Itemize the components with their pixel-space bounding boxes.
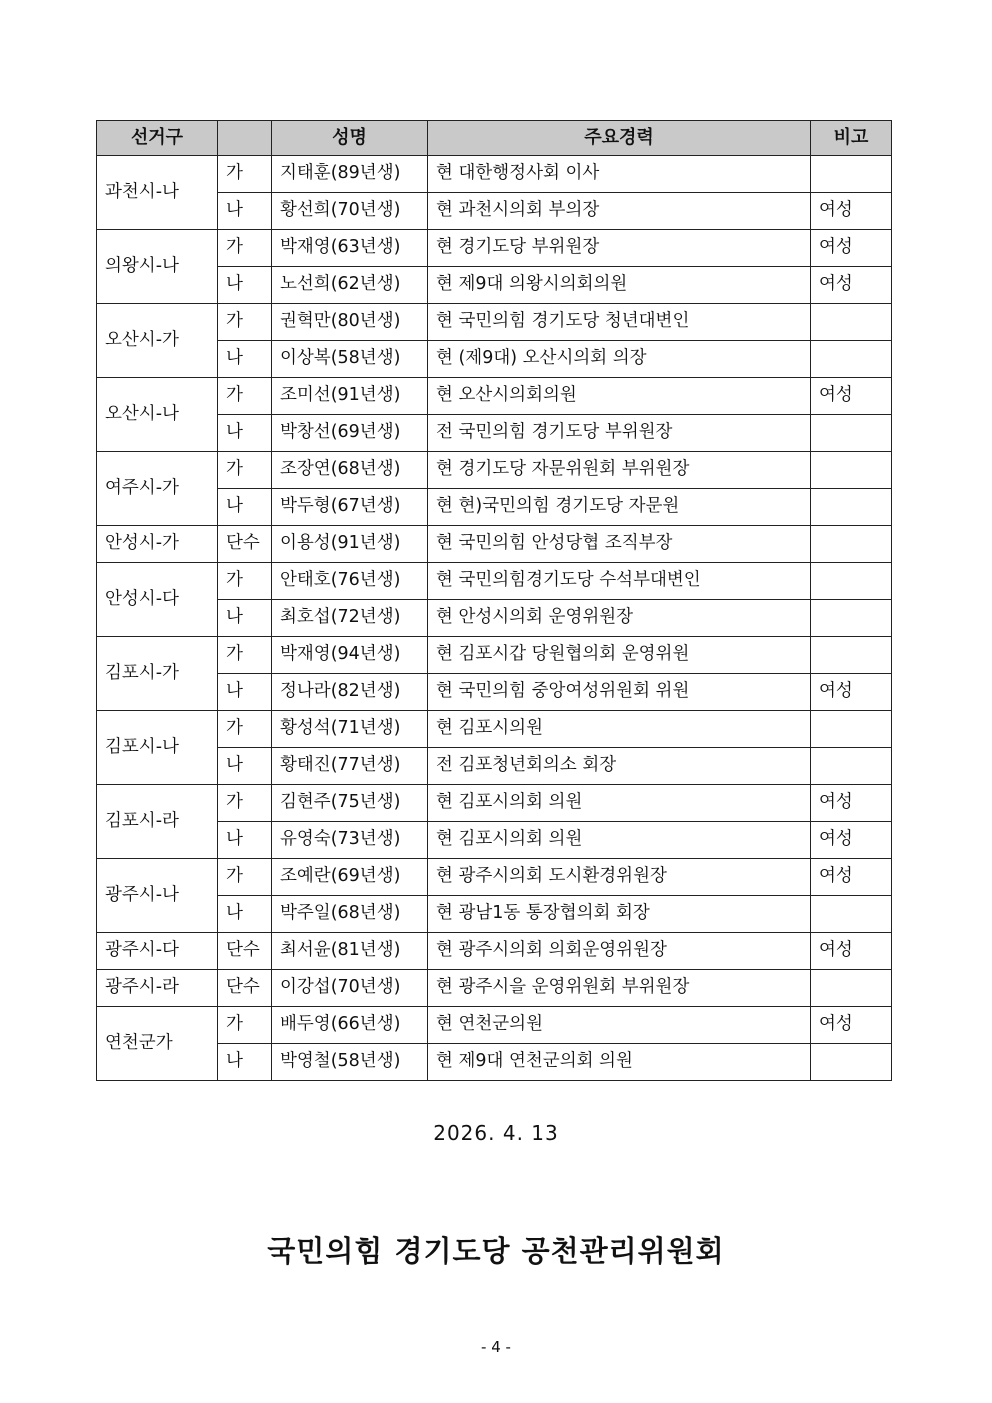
organization-name: 국민의힘 경기도당 공천관리위원회 (267, 1234, 725, 1268)
table-header-row (97, 121, 892, 156)
sub-cell: 가 (218, 156, 272, 193)
sub-cell: 나 (218, 267, 272, 304)
name-cell: 최서윤(81년생) (272, 933, 428, 970)
remark-cell (811, 1044, 892, 1081)
sub-cell: 나 (218, 193, 272, 230)
career-cell: 현 국민의힘 중앙여성위원회 위원 (428, 674, 811, 711)
sub-cell: 나 (218, 896, 272, 933)
name-cell: 정나라(82년생) (272, 674, 428, 711)
sub-cell: 나 (218, 1044, 272, 1081)
career-cell: 현 (제9대) 오산시의회 의장 (428, 341, 811, 378)
table-row (97, 970, 892, 1007)
career-cell: 현 현)국민의힘 경기도당 자문원 (428, 489, 811, 526)
table-row (97, 859, 892, 896)
remark-cell (811, 711, 892, 748)
remark-cell: 여성 (811, 378, 892, 415)
name-cell: 조예란(69년생) (272, 859, 428, 896)
sub-cell: 가 (218, 859, 272, 896)
table-row (97, 156, 892, 193)
header-sub (218, 121, 272, 156)
sub-cell: 나 (218, 748, 272, 785)
name-cell: 박두형(67년생) (272, 489, 428, 526)
career-cell: 전 김포청년회의소 회장 (428, 748, 811, 785)
sub-cell: 가 (218, 785, 272, 822)
remark-cell: 여성 (811, 193, 892, 230)
career-cell: 현 연천군의원 (428, 1007, 811, 1044)
document-date: 2026. 4. 13 (433, 1121, 559, 1145)
remark-cell (811, 452, 892, 489)
table-row (97, 637, 892, 674)
sub-cell: 단수 (218, 933, 272, 970)
sub-cell: 나 (218, 341, 272, 378)
sub-cell: 가 (218, 452, 272, 489)
name-cell: 안태호(76년생) (272, 563, 428, 600)
table-row (97, 711, 892, 748)
name-cell: 김현주(75년생) (272, 785, 428, 822)
name-cell: 박재영(94년생) (272, 637, 428, 674)
name-cell: 황태진(77년생) (272, 748, 428, 785)
district-cell: 광주시-다 (97, 933, 218, 970)
name-cell: 조장연(68년생) (272, 452, 428, 489)
sub-cell: 나 (218, 489, 272, 526)
table-row (97, 1007, 892, 1044)
career-cell: 현 제9대 의왕시의회의원 (428, 267, 811, 304)
sub-cell: 가 (218, 304, 272, 341)
career-cell: 현 제9대 연천군의회 의원 (428, 1044, 811, 1081)
header-remark: 비고 (811, 121, 892, 156)
district-cell: 의왕시-나 (97, 230, 218, 304)
name-cell: 지태훈(89년생) (272, 156, 428, 193)
remark-cell (811, 896, 892, 933)
name-cell: 이용성(91년생) (272, 526, 428, 563)
table-row (97, 563, 892, 600)
district-cell: 김포시-가 (97, 637, 218, 711)
career-cell: 현 대한행정사회 이사 (428, 156, 811, 193)
table-row (97, 452, 892, 489)
district-cell: 광주시-라 (97, 970, 218, 1007)
career-cell: 현 김포시갑 당원협의회 운영위원 (428, 637, 811, 674)
career-cell: 현 광주시의회 도시환경위원장 (428, 859, 811, 896)
remark-cell: 여성 (811, 230, 892, 267)
table-row (97, 230, 892, 267)
career-cell: 현 과천시의회 부의장 (428, 193, 811, 230)
sub-cell: 가 (218, 637, 272, 674)
sub-cell: 가 (218, 711, 272, 748)
career-cell: 현 국민의힘 경기도당 청년대변인 (428, 304, 811, 341)
remark-cell (811, 600, 892, 637)
header-career: 주요경력 (428, 121, 811, 156)
sub-cell: 가 (218, 563, 272, 600)
career-cell: 현 경기도당 자문위원회 부위원장 (428, 452, 811, 489)
name-cell: 이강섭(70년생) (272, 970, 428, 1007)
name-cell: 황선희(70년생) (272, 193, 428, 230)
remark-cell (811, 748, 892, 785)
table-row (97, 526, 892, 563)
career-cell: 전 국민의힘 경기도당 부위원장 (428, 415, 811, 452)
career-cell: 현 광남1동 통장협의회 회장 (428, 896, 811, 933)
candidate-table (96, 120, 892, 1081)
name-cell: 노선희(62년생) (272, 267, 428, 304)
name-cell: 박영철(58년생) (272, 1044, 428, 1081)
name-cell: 이상복(58년생) (272, 341, 428, 378)
district-cell: 여주시-가 (97, 452, 218, 526)
career-cell: 현 광주시을 운영위원회 부위원장 (428, 970, 811, 1007)
district-cell: 김포시-라 (97, 785, 218, 859)
remark-cell: 여성 (811, 1007, 892, 1044)
career-cell: 현 국민의힘 안성당협 조직부장 (428, 526, 811, 563)
sub-cell: 가 (218, 378, 272, 415)
name-cell: 유영숙(73년생) (272, 822, 428, 859)
remark-cell (811, 341, 892, 378)
remark-cell (811, 970, 892, 1007)
remark-cell: 여성 (811, 933, 892, 970)
remark-cell (811, 489, 892, 526)
sub-cell: 단수 (218, 526, 272, 563)
district-cell: 광주시-나 (97, 859, 218, 933)
career-cell: 현 국민의힘경기도당 수석부대변인 (428, 563, 811, 600)
district-cell: 오산시-가 (97, 304, 218, 378)
name-cell: 박재영(63년생) (272, 230, 428, 267)
sub-cell: 가 (218, 230, 272, 267)
name-cell: 박주일(68년생) (272, 896, 428, 933)
remark-cell (811, 563, 892, 600)
table-row (97, 304, 892, 341)
table-row (97, 933, 892, 970)
remark-cell: 여성 (811, 785, 892, 822)
remark-cell: 여성 (811, 859, 892, 896)
name-cell: 황성석(71년생) (272, 711, 428, 748)
sub-cell: 나 (218, 600, 272, 637)
career-cell: 현 김포시의회 의원 (428, 822, 811, 859)
district-cell: 연천군가 (97, 1007, 218, 1081)
sub-cell: 가 (218, 1007, 272, 1044)
remark-cell: 여성 (811, 674, 892, 711)
name-cell: 박창선(69년생) (272, 415, 428, 452)
district-cell: 안성시-다 (97, 563, 218, 637)
career-cell: 현 김포시의원 (428, 711, 811, 748)
page-number: - 4 - (481, 1338, 511, 1356)
remark-cell (811, 637, 892, 674)
sub-cell: 나 (218, 674, 272, 711)
remark-cell (811, 156, 892, 193)
table-row (97, 378, 892, 415)
district-cell: 안성시-가 (97, 526, 218, 563)
sub-cell: 나 (218, 822, 272, 859)
sub-cell: 나 (218, 415, 272, 452)
header-district: 선거구 (97, 121, 218, 156)
table-row (97, 785, 892, 822)
table-body (97, 156, 892, 1081)
district-cell: 과천시-나 (97, 156, 218, 230)
remark-cell (811, 415, 892, 452)
remark-cell (811, 526, 892, 563)
career-cell: 현 오산시의회의원 (428, 378, 811, 415)
name-cell: 권혁만(80년생) (272, 304, 428, 341)
remark-cell: 여성 (811, 822, 892, 859)
header-name: 성명 (272, 121, 428, 156)
district-cell: 김포시-나 (97, 711, 218, 785)
career-cell: 현 김포시의회 의원 (428, 785, 811, 822)
career-cell: 현 경기도당 부위원장 (428, 230, 811, 267)
name-cell: 배두영(66년생) (272, 1007, 428, 1044)
remark-cell: 여성 (811, 267, 892, 304)
district-cell: 오산시-나 (97, 378, 218, 452)
career-cell: 현 안성시의회 운영위원장 (428, 600, 811, 637)
name-cell: 조미선(91년생) (272, 378, 428, 415)
name-cell: 최호섭(72년생) (272, 600, 428, 637)
career-cell: 현 광주시의회 의회운영위원장 (428, 933, 811, 970)
remark-cell (811, 304, 892, 341)
sub-cell: 단수 (218, 970, 272, 1007)
